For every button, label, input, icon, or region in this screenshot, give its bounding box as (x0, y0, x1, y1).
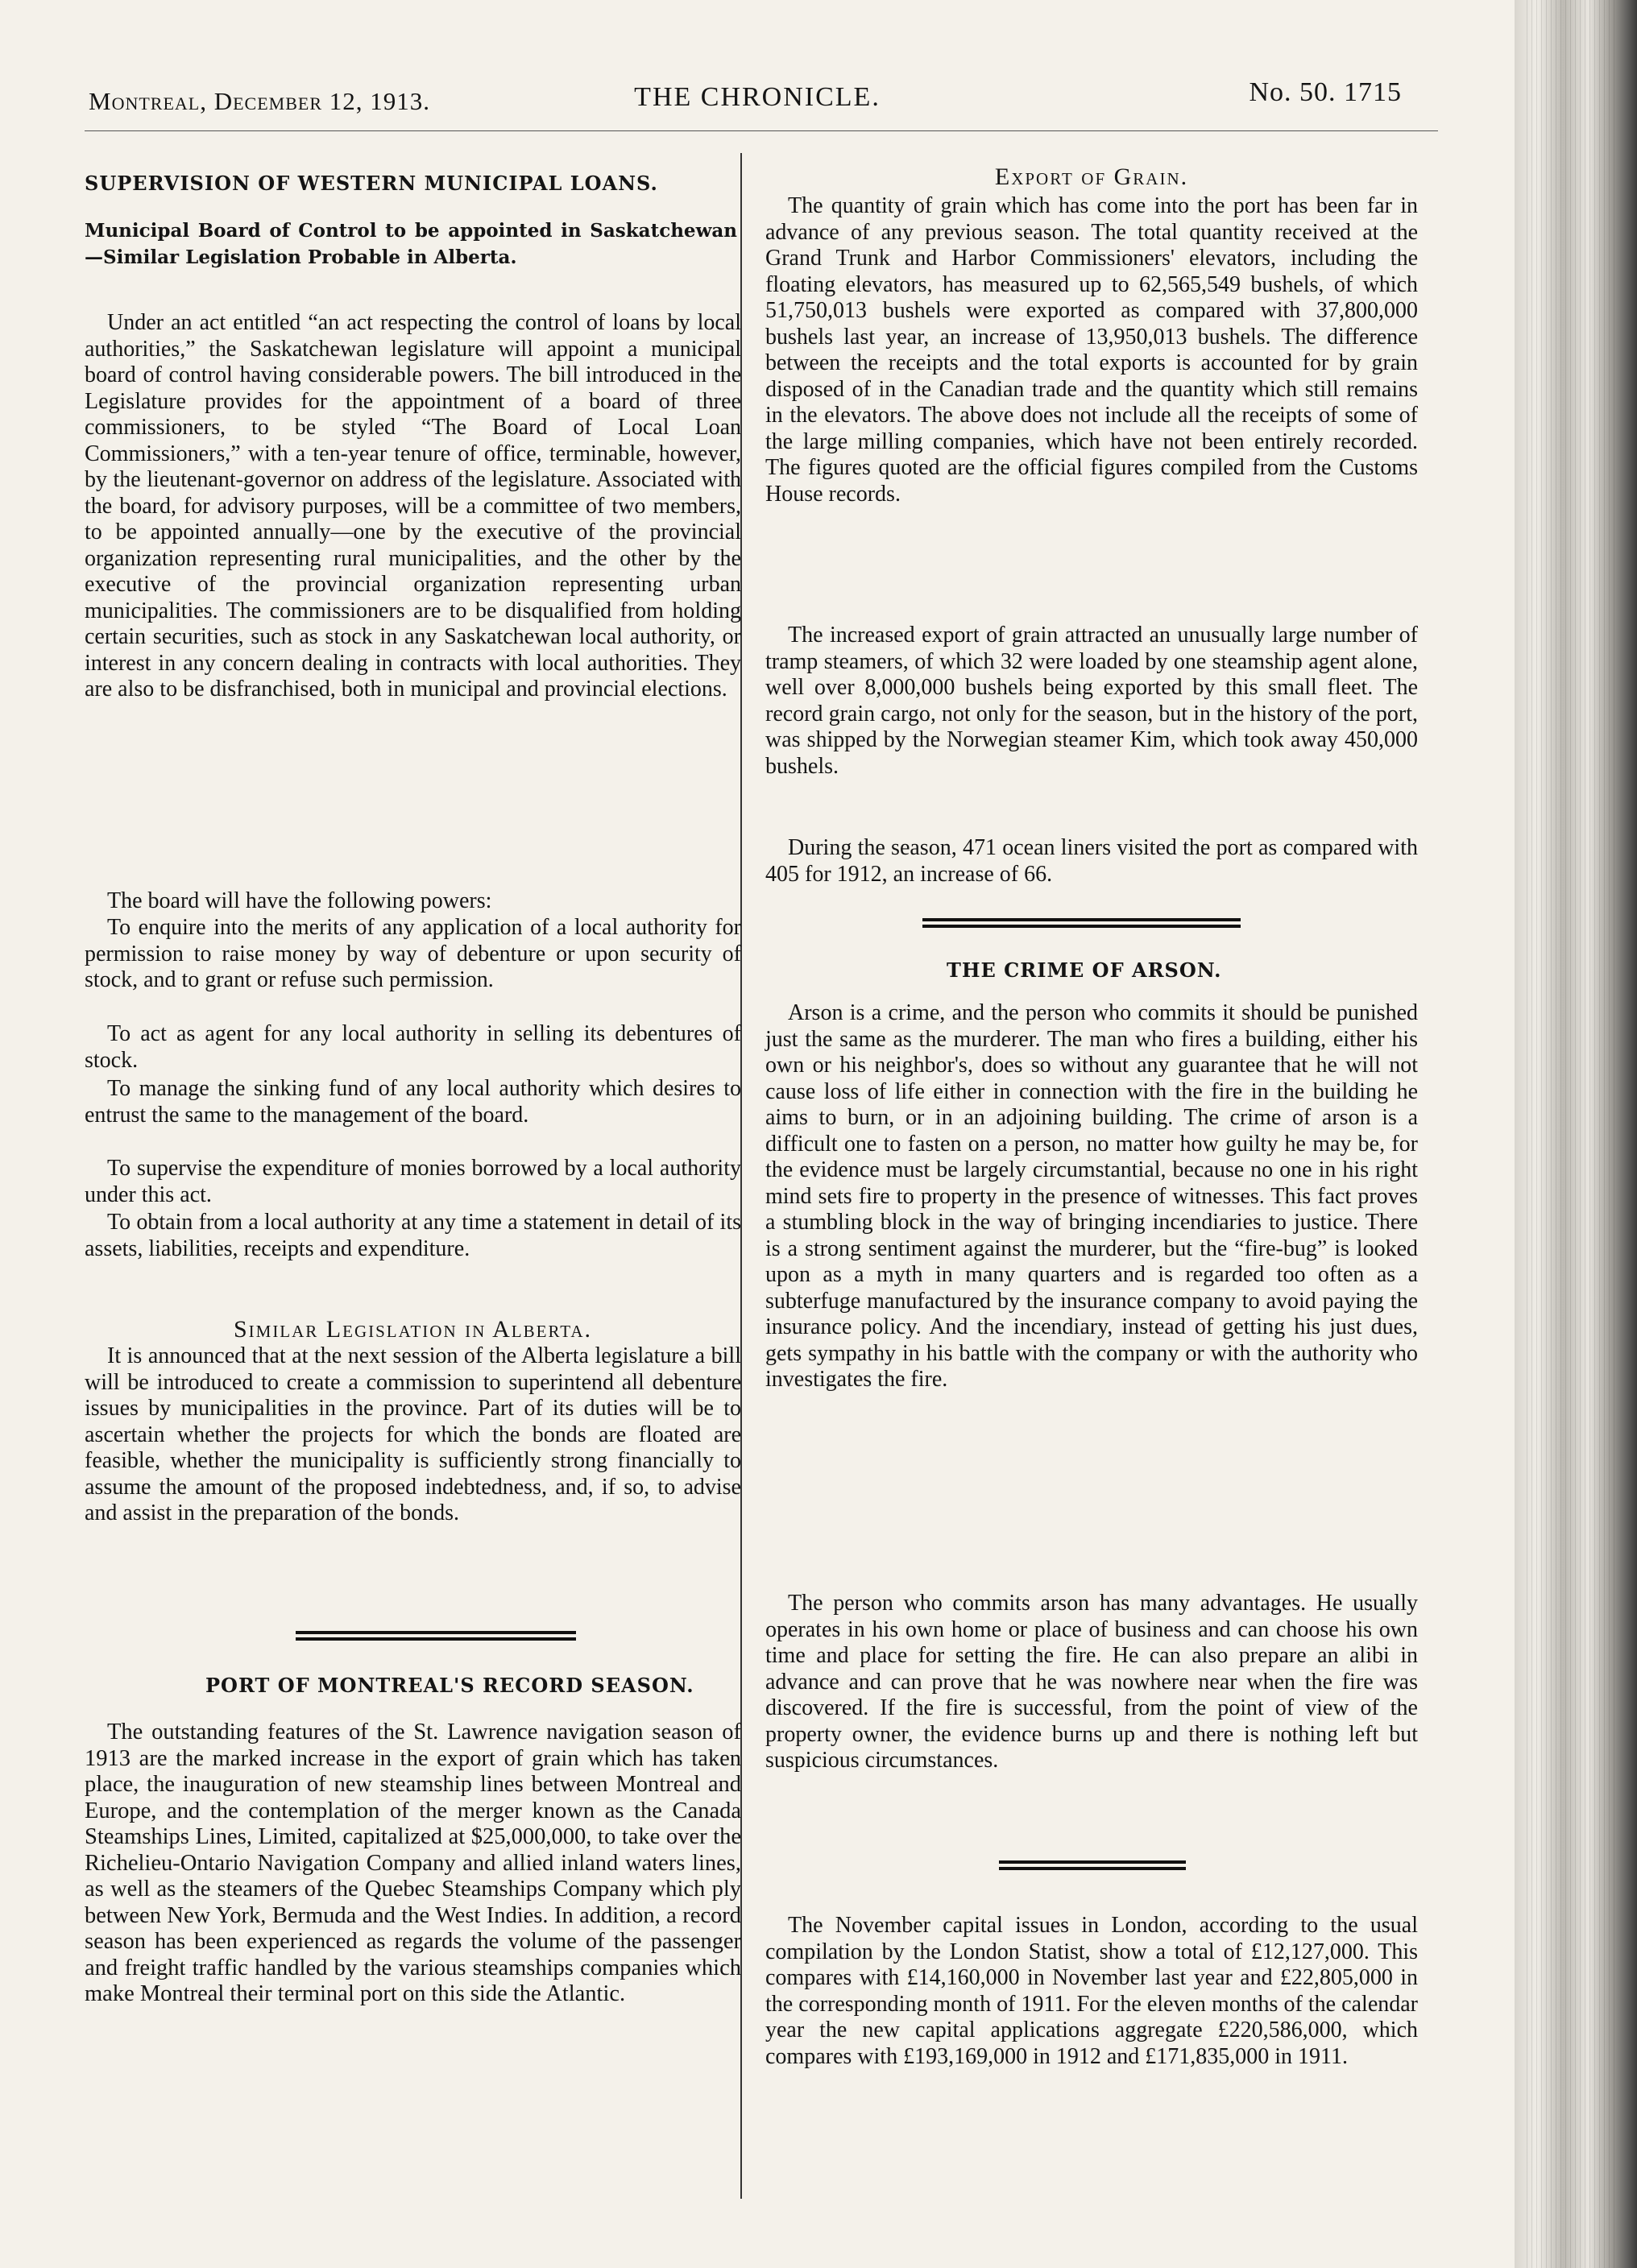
article-title-arson: THE CRIME OF ARSON. (947, 958, 1222, 982)
section-heading-export-grain: Export of Grain. (994, 163, 1189, 190)
header-rule (85, 130, 1438, 131)
paragraph: To supervise the expenditure of monies borrowed by a local authority under this act. (85, 1156, 741, 1207)
paragraph: The increased export of grain attracted an unusually large number of tramp steamers, of which 32 were loaded by one steamship agent alone, well over 8,000,000 bushels being exported by this small fleet. The record grain cargo, not only for the season, but in the history of the port, was shipped by the Norwegian steamer Kim, which took away 450,000 bushels. (765, 623, 1418, 779)
section-divider (296, 1631, 576, 1641)
article-title-port-record: PORT OF MONTREAL'S RECORD SEASON. (205, 1674, 694, 1697)
page-number: No. 50. 1715 (1249, 77, 1402, 107)
paragraph: The outstanding features of the St. Lawrence navigation season of 1913 are the marked increase in the export of grain which has taken place, the inauguration of new steamship lines between Montreal and Europe, and the contemplation of the merger known as the Canada Steamships Lines, Limited, capitalized at $25,000,000, to take over the Richelieu-Ontario Navigation Company and allied inland waters lines, as well as the steamers of the Quebec Steamships Company which ply between New York, Bermuda and the West Indies. In addition, a record season has been experienced as regards the volume of the passenger and freight traffic handled by the various steamships companies which make Montreal their terminal port on this side the Atlantic. (85, 1720, 741, 2006)
page-stack-lines (1527, 0, 1615, 2268)
paragraph: The board will have the following powers: (107, 888, 492, 913)
paragraph: It is announced that at the next session of the Alberta legislature a bill will be introduced to create a commission to superintend all debenture issues by municipalities in the province. Part of its duties will be to ascertain whether the projects for which the bonds are floated are feasible, whether the municipality is sufficiently strong financially to assume the amount of the proposed indebtedness, and, if so, to advise and assist in the preparation of the bonds. (85, 1343, 741, 1525)
article-subtitle-supervision: Municipal Board of Control to be appointed in Saskatchewan—Similar Legislation Probable in Alberta. (85, 220, 737, 268)
paragraph: The quantity of grain which has come into the port has been far in advance of any previous season. The total quantity received at the Grand Trunk and Harbor Commissioners' elevators, including the floating elevators, has measured up to 62,565,549 bushels, of which 51,750,013 bushels were exported as compared with 37,800,000 bushels last year, an increase of 13,950,013 bushels. The difference between the receipts and the total exports is accounted for by grain disposed of in the Canadian trade and the quantity which still remains in the elevators. The above does not include all the receipts of some of the large milling companies, which have not been entirely recorded. The figures quoted are the official figures compiled from the Customs House records. (765, 193, 1418, 507)
paragraph: The person who commits arson has many advantages. He usually operates in his own home or place of business and can choose his own time and place for setting the fire. He can also prepare an alibi in advance and can prove that he was nowhere near when the fire was discovered. If the fire is successful, from the point of view of the property owner, the evidence burns up and there is nothing left but suspicious circumstances. (765, 1591, 1418, 1773)
paragraph: To act as agent for any local authority in selling its debentures of stock. (85, 1021, 741, 1073)
section-divider (999, 1860, 1186, 1870)
paragraph: To enquire into the merits of any application of a local authority for permission to raise money by way of debenture or upon security of stock, and to grant or refuse such permission. (85, 915, 741, 992)
article-title-supervision: SUPERVISION OF WESTERN MUNICIPAL LOANS. (85, 172, 658, 195)
paragraph: Under an act entitled “an act respecting the control of loans by local authorities,” the Saskatchewan legislature will appoint a municipal board of control having considerable powers. The bill introduced in the Legislature provides for the appointment of a board of three commissioners, to be styled “The Board of Local Loan Commissioners,” with a ten-year tenure of office, terminable, however, by the lieutenant-governor on address of the legislature. Associated with the board, for advisory purposes, will be a committee of two members, to be appointed annually—one by the executive of the provincial organization representing rural municipalities, and the other by the executive of the provincial organization representing urban municipalities. The commissioners are to be disqualified from holding certain securities, such as stock in any Saskatchewan local authority, or interest in any concern dealing in contracts with local authorities. They are also to be disfranchised, both in municipal and provincial elections. (85, 310, 741, 702)
section-divider (922, 918, 1241, 928)
paragraph: The November capital issues in London, according to the usual compilation by the London Statist, show a total of £12,127,000. This compares with £14,160,000 in November last year and £22,805,000 in the corresponding month of 1911. For the eleven months of the calendar year the new capital applications aggregate £220,586,000, which compares with £193,169,000 in 1912 and £171,835,000 in 1911. (765, 1913, 1418, 2069)
page-header (0, 77, 1515, 126)
paragraph: Arson is a crime, and the person who commits it should be punished just the same as the murderer. The man who fires a building, either his own or his neighbor's, does so without any guarantee that he will not cause loss of life either in connection with the fire in the building he aims to burn, or in an adjoining building. The crime of arson is a difficult one to fasten on a person, no matter how guilty he may be, for the evidence must be largely circumstantial, because no one in his right mind sets fire to property in the presence of witnesses. This fact proves a stumbling block in the way of bringing incendiaries to justice. There is a strong sentiment against the murderer, but the “fire-bug” is looked upon as a myth in many quarters and is regarded too often as a subterfuge manufactured by the insurance company to avoid paying the insurance policy. And the incendiary, instead of getting his just dues, gets sympathy in his battle with the company or with the authority who investigates the fire. (765, 1000, 1418, 1392)
paragraph: During the season, 471 ocean liners visited the port as compared with 405 for 1912, an increase of 66. (765, 835, 1418, 887)
paragraph: To obtain from a local authority at any time a statement in detail of its assets, liabilities, receipts and expenditure. (85, 1210, 741, 1261)
paragraph: To manage the sinking fund of any local authority which desires to entrust the same to the management of the board. (85, 1076, 741, 1128)
publication-title: THE CHRONICLE. (634, 82, 881, 112)
section-heading-alberta: Similar Legislation in Alberta. (233, 1316, 593, 1343)
header-date: Montreal, December 12, 1913. (89, 87, 431, 115)
